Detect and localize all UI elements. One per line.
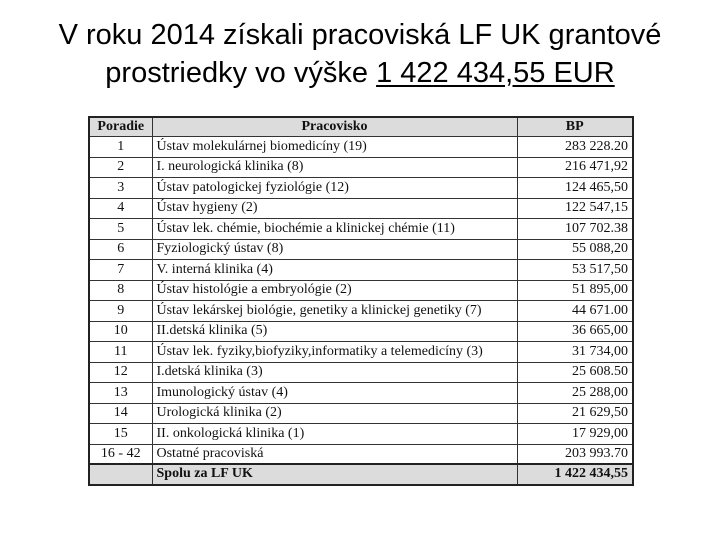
header-amount: BP (517, 117, 633, 137)
row-rank: 2 (89, 157, 152, 178)
row-department: I.detská klinika (3) (152, 362, 517, 383)
other-name: Ostatné pracoviská (152, 444, 517, 464)
row-rank: 7 (89, 260, 152, 281)
row-rank: 5 (89, 219, 152, 240)
table-row (89, 362, 633, 383)
other-value: 203 993.70 (517, 444, 633, 464)
grant-table (88, 116, 634, 486)
row-amount: 53 517,50 (517, 260, 633, 281)
row-amount: 55 088,20 (517, 239, 633, 260)
row-amount: 122 547,15 (517, 198, 633, 219)
row-amount: 25 288,00 (517, 383, 633, 404)
table-row (89, 260, 633, 281)
total-value: 1 422 434,55 (517, 464, 633, 486)
title-line-1: V roku 2014 získali pracoviská LF UK grantové (58, 19, 662, 51)
table-body (89, 137, 633, 486)
row-rank: 10 (89, 321, 152, 342)
row-amount: 124 465,50 (517, 178, 633, 199)
grant-table-wrapper (88, 116, 632, 486)
table-header-row (89, 117, 633, 137)
row-department: Ústav lekárskej biológie, genetiky a klinickej genetiky (7) (152, 301, 517, 322)
table-row (89, 178, 633, 199)
table-row (89, 280, 633, 301)
table-row (89, 198, 633, 219)
row-department: Fyziologický ústav (8) (152, 239, 517, 260)
row-amount: 17 929,00 (517, 424, 633, 445)
total-name: Spolu za LF UK (152, 464, 517, 486)
row-department: Ústav lek. chémie, biochémie a klinickej chémie (11) (152, 219, 517, 240)
table-row (89, 342, 633, 363)
table-row (89, 383, 633, 404)
row-department: Ústav molekulárnej biomedicíny (19) (152, 137, 517, 158)
header-rank: Poradie (89, 117, 152, 137)
row-department: V. interná klinika (4) (152, 260, 517, 281)
row-department: Ústav lek. fyziky,biofyziky,informatiky a telemedicíny (3) (152, 342, 517, 363)
total-rank (89, 464, 152, 486)
row-department: II.detská klinika (5) (152, 321, 517, 342)
title-line-2-prefix: prostriedky vo výške (105, 57, 377, 89)
row-rank: 13 (89, 383, 152, 404)
slide-title (20, 16, 700, 92)
row-rank: 9 (89, 301, 152, 322)
row-amount: 44 671.00 (517, 301, 633, 322)
row-amount: 25 608.50 (517, 362, 633, 383)
row-rank: 6 (89, 239, 152, 260)
table-row (89, 403, 633, 424)
row-rank: 14 (89, 403, 152, 424)
row-department: I. neurologická klinika (8) (152, 157, 517, 178)
table-row (89, 157, 633, 178)
table-row (89, 137, 633, 158)
row-department: Ústav patologickej fyziológie (12) (152, 178, 517, 199)
other-rank: 16 - 42 (89, 444, 152, 464)
table-row (89, 424, 633, 445)
row-amount: 51 895,00 (517, 280, 633, 301)
row-amount: 31 734,00 (517, 342, 633, 363)
row-amount: 21 629,50 (517, 403, 633, 424)
row-department: II. onkologická klinika (1) (152, 424, 517, 445)
row-rank: 1 (89, 137, 152, 158)
table-row-total (89, 464, 633, 486)
title-amount: 1 422 434,55 EUR (376, 57, 615, 89)
title-line-2 (20, 54, 700, 92)
header-department: Pracovisko (152, 117, 517, 137)
row-department: Ústav hygieny (2) (152, 198, 517, 219)
table-row (89, 219, 633, 240)
row-department: Imunologický ústav (4) (152, 383, 517, 404)
row-department: Ústav histológie a embryológie (2) (152, 280, 517, 301)
row-amount: 216 471,92 (517, 157, 633, 178)
row-amount: 36 665,00 (517, 321, 633, 342)
table-row (89, 321, 633, 342)
table-row-other (89, 444, 633, 464)
row-amount: 107 702.38 (517, 219, 633, 240)
row-rank: 4 (89, 198, 152, 219)
table-row (89, 239, 633, 260)
row-department: Urologická klinika (2) (152, 403, 517, 424)
row-rank: 15 (89, 424, 152, 445)
row-rank: 11 (89, 342, 152, 363)
row-rank: 8 (89, 280, 152, 301)
table-row (89, 301, 633, 322)
row-amount: 283 228.20 (517, 137, 633, 158)
row-rank: 3 (89, 178, 152, 199)
row-rank: 12 (89, 362, 152, 383)
